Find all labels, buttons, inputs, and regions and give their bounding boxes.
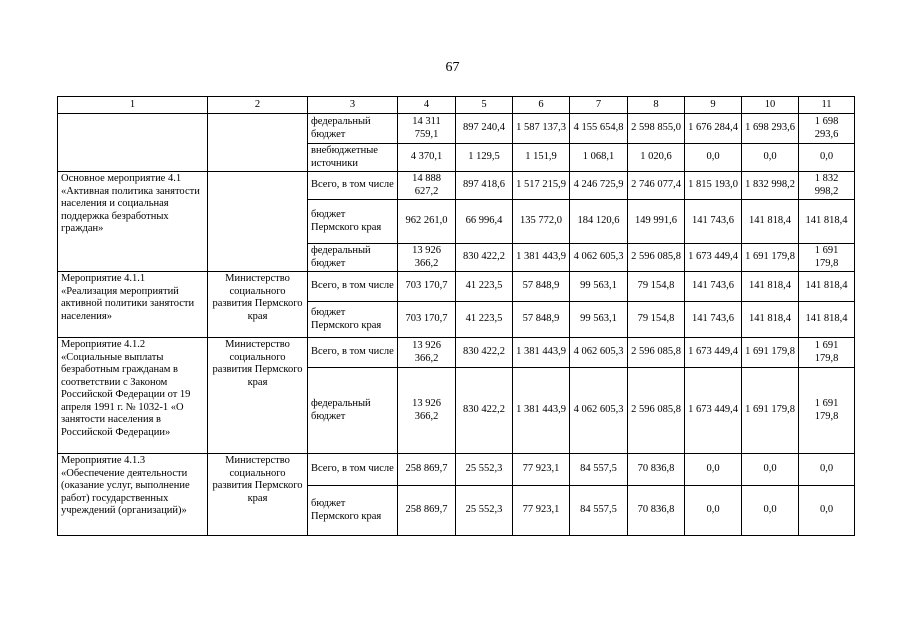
amount-cell: 70 836,8	[628, 454, 685, 486]
amount-cell: 0,0	[799, 144, 855, 172]
amount-cell: 135 772,0	[513, 200, 570, 244]
amount-cell: 4 062 605,3	[570, 244, 628, 272]
amount-cell: 258 869,7	[398, 454, 456, 486]
amount-cell: 14 311 759,1	[398, 114, 456, 144]
amount-cell: 703 170,7	[398, 302, 456, 338]
table-row	[58, 272, 855, 302]
amount-cell: 184 120,6	[570, 200, 628, 244]
amount-cell: 77 923,1	[513, 454, 570, 486]
executor-cell: Министерство социального развития Пермского края	[208, 338, 308, 454]
amount-cell: 1 815 193,0	[685, 172, 742, 200]
amount-cell: 14 888 627,2	[398, 172, 456, 200]
funding-source-cell: бюджет Пермского края	[308, 200, 398, 244]
funding-source-cell: федеральный бюджет	[308, 368, 398, 454]
amount-cell: 1 517 215,9	[513, 172, 570, 200]
amount-cell: 830 422,2	[456, 368, 513, 454]
amount-cell: 0,0	[799, 486, 855, 536]
amount-cell: 1 691 179,8	[799, 368, 855, 454]
header-cell: 3	[308, 97, 398, 114]
amount-cell: 84 557,5	[570, 454, 628, 486]
amount-cell: 1 381 443,9	[513, 244, 570, 272]
amount-cell: 2 596 085,8	[628, 368, 685, 454]
amount-cell: 1 068,1	[570, 144, 628, 172]
amount-cell: 962 261,0	[398, 200, 456, 244]
amount-cell: 4 062 605,3	[570, 368, 628, 454]
activity-name-cell: Мероприятие 4.1.2 «Социальные выплаты безработным гражданам в соответствии с Законом Российской Федерации от 19 апреля 1991 г. № 1032-1 «О занятости населения в Российской Федерации»	[58, 338, 208, 454]
amount-cell: 0,0	[685, 144, 742, 172]
amount-cell: 1 691 179,8	[799, 244, 855, 272]
header-cell: 7	[570, 97, 628, 114]
amount-cell: 4 155 654,8	[570, 114, 628, 144]
activity-name-cell: Основное мероприятие 4.1 «Активная политика занятости населения и социальная поддержка безработных граждан»	[58, 172, 208, 272]
amount-cell: 13 926 366,2	[398, 338, 456, 368]
amount-cell: 703 170,7	[398, 272, 456, 302]
header-cell: 1	[58, 97, 208, 114]
funding-source-cell: федеральный бюджет	[308, 244, 398, 272]
amount-cell: 141 818,4	[799, 272, 855, 302]
table-row	[58, 114, 855, 144]
amount-cell: 141 743,6	[685, 302, 742, 338]
funding-source-cell: Всего, в том числе	[308, 272, 398, 302]
amount-cell: 0,0	[685, 454, 742, 486]
amount-cell: 1 587 137,3	[513, 114, 570, 144]
funding-source-cell: бюджет Пермского края	[308, 486, 398, 536]
amount-cell: 13 926 366,2	[398, 368, 456, 454]
header-cell: 8	[628, 97, 685, 114]
funding-source-cell: внебюджетные источники	[308, 144, 398, 172]
amount-cell: 57 848,9	[513, 302, 570, 338]
header-cell: 4	[398, 97, 456, 114]
amount-cell: 1 381 443,9	[513, 368, 570, 454]
amount-cell: 1 151,9	[513, 144, 570, 172]
funding-source-cell: бюджет Пермского края	[308, 302, 398, 338]
amount-cell: 1 698 293,6	[742, 114, 799, 144]
funding-source-cell: федеральный бюджет	[308, 114, 398, 144]
amount-cell: 141 743,6	[685, 200, 742, 244]
amount-cell: 41 223,5	[456, 272, 513, 302]
amount-cell: 66 996,4	[456, 200, 513, 244]
amount-cell: 1 691 179,8	[742, 244, 799, 272]
header-cell: 2	[208, 97, 308, 114]
amount-cell: 13 926 366,2	[398, 244, 456, 272]
header-cell: 9	[685, 97, 742, 114]
amount-cell: 4 370,1	[398, 144, 456, 172]
amount-cell: 1 691 179,8	[742, 338, 799, 368]
amount-cell: 99 563,1	[570, 302, 628, 338]
amount-cell: 897 418,6	[456, 172, 513, 200]
table-row	[58, 454, 855, 486]
amount-cell: 1 673 449,4	[685, 244, 742, 272]
amount-cell: 141 818,4	[742, 272, 799, 302]
amount-cell: 70 836,8	[628, 486, 685, 536]
amount-cell: 258 869,7	[398, 486, 456, 536]
amount-cell: 4 246 725,9	[570, 172, 628, 200]
executor-cell	[208, 114, 308, 172]
amount-cell: 0,0	[742, 486, 799, 536]
table-row	[58, 338, 855, 368]
executor-cell	[208, 172, 308, 272]
amount-cell: 41 223,5	[456, 302, 513, 338]
amount-cell: 141 818,4	[799, 200, 855, 244]
activity-name-cell	[58, 114, 208, 172]
amount-cell: 77 923,1	[513, 486, 570, 536]
amount-cell: 897 240,4	[456, 114, 513, 144]
activity-name-cell: Мероприятие 4.1.1 «Реализация мероприятий активной политики занятости населения»	[58, 272, 208, 338]
amount-cell: 0,0	[685, 486, 742, 536]
header-cell: 10	[742, 97, 799, 114]
amount-cell: 1 676 284,4	[685, 114, 742, 144]
amount-cell: 1 832 998,2	[799, 172, 855, 200]
amount-cell: 79 154,8	[628, 272, 685, 302]
amount-cell: 79 154,8	[628, 302, 685, 338]
header-cell: 5	[456, 97, 513, 114]
page-number: 67	[445, 60, 460, 75]
header-cell: 6	[513, 97, 570, 114]
amount-cell: 830 422,2	[456, 244, 513, 272]
amount-cell: 2 596 085,8	[628, 244, 685, 272]
amount-cell: 0,0	[742, 454, 799, 486]
header-row	[58, 97, 855, 114]
funding-source-cell: Всего, в том числе	[308, 338, 398, 368]
amount-cell: 4 062 605,3	[570, 338, 628, 368]
amount-cell: 2 596 085,8	[628, 338, 685, 368]
amount-cell: 149 991,6	[628, 200, 685, 244]
amount-cell: 1 832 998,2	[742, 172, 799, 200]
amount-cell: 84 557,5	[570, 486, 628, 536]
amount-cell: 25 552,3	[456, 454, 513, 486]
amount-cell: 57 848,9	[513, 272, 570, 302]
amount-cell: 141 818,4	[742, 302, 799, 338]
amount-cell: 2 598 855,0	[628, 114, 685, 144]
amount-cell: 141 818,4	[742, 200, 799, 244]
amount-cell: 1 129,5	[456, 144, 513, 172]
amount-cell: 1 381 443,9	[513, 338, 570, 368]
amount-cell: 25 552,3	[456, 486, 513, 536]
funding-source-cell: Всего, в том числе	[308, 172, 398, 200]
activity-name-cell: Мероприятие 4.1.3 «Обеспечение деятельности (оказание услуг, выполнение работ) государственных учреждений (организаций)»	[58, 454, 208, 536]
amount-cell: 141 818,4	[799, 302, 855, 338]
executor-cell: Министерство социального развития Пермского края	[208, 454, 308, 536]
amount-cell: 141 743,6	[685, 272, 742, 302]
amount-cell: 2 746 077,4	[628, 172, 685, 200]
executor-cell: Министерство социального развития Пермского края	[208, 272, 308, 338]
amount-cell: 1 698 293,6	[799, 114, 855, 144]
amount-cell: 1 691 179,8	[799, 338, 855, 368]
amount-cell: 1 673 449,4	[685, 368, 742, 454]
amount-cell: 0,0	[742, 144, 799, 172]
amount-cell: 0,0	[799, 454, 855, 486]
budget-table	[57, 96, 855, 536]
amount-cell: 1 673 449,4	[685, 338, 742, 368]
header-cell: 11	[799, 97, 855, 114]
amount-cell: 1 691 179,8	[742, 368, 799, 454]
table-row	[58, 172, 855, 200]
amount-cell: 830 422,2	[456, 338, 513, 368]
amount-cell: 1 020,6	[628, 144, 685, 172]
amount-cell: 99 563,1	[570, 272, 628, 302]
funding-source-cell: Всего, в том числе	[308, 454, 398, 486]
